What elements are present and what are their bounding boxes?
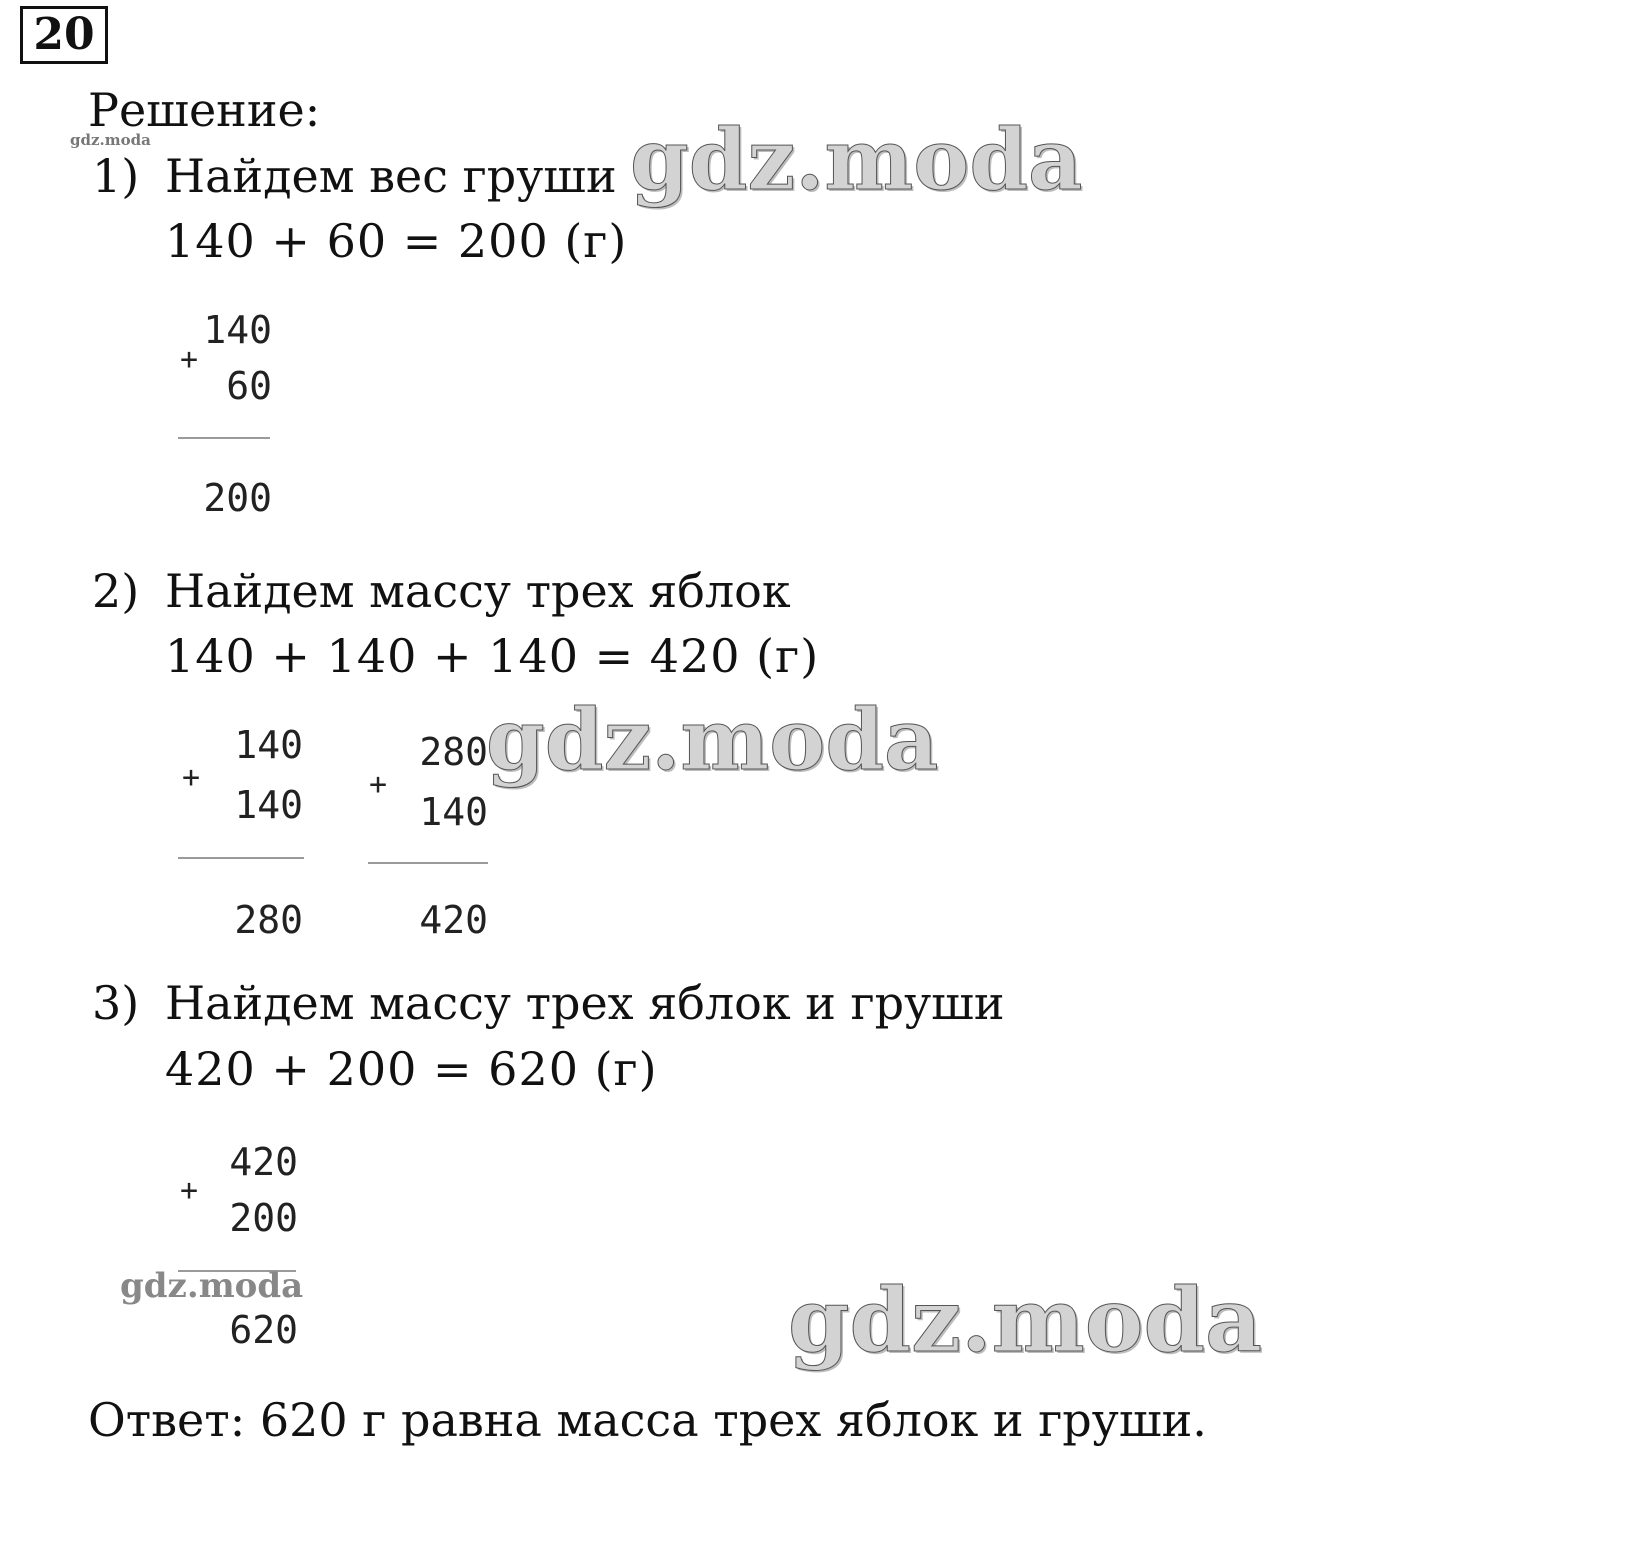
step-3-number: 3) — [92, 976, 140, 1030]
step-2b-col-bottom: 140 — [419, 790, 488, 834]
step-2b-col-rule — [368, 862, 488, 864]
step-1-expression: 140 + 60 = 200 (г) — [165, 214, 628, 268]
watermark-2: gdz.moda — [486, 690, 939, 789]
step-1-col-bottom: 60 — [226, 364, 272, 408]
step-3-col-top: 420 — [229, 1140, 298, 1184]
step-1-col-result: 200 — [203, 476, 272, 520]
step-2-expression: 140 + 140 + 140 = 420 (г) — [165, 629, 820, 683]
watermark-small-top: gdz.moda — [70, 131, 151, 149]
step-2b-col-top: 280 — [419, 730, 488, 774]
step-2a-col-bottom: 140 — [234, 783, 303, 827]
step-2a-col-result: 280 — [234, 898, 303, 942]
watermark-1: gdz.moda — [630, 110, 1083, 209]
solution-heading: Решение: — [88, 83, 321, 137]
step-1-number: 1) — [92, 149, 140, 203]
step-3-col-result: 620 — [229, 1308, 298, 1352]
step-2-number: 2) — [92, 564, 140, 618]
step-2b-col-result: 420 — [419, 898, 488, 942]
step-2a-col-top: 140 — [234, 723, 303, 767]
step-3-col-bottom: 200 — [229, 1196, 298, 1240]
task-number-badge: 20 — [20, 6, 108, 64]
step-2-text: Найдем массу трех яблок — [165, 564, 791, 618]
step-3-text: Найдем массу трех яблок и груши — [165, 976, 1005, 1030]
step-2a-col-plus: + — [182, 760, 201, 795]
step-3-expression: 420 + 200 = 620 (г) — [165, 1042, 658, 1096]
watermark-small-bottom: gdz.moda — [120, 1266, 304, 1306]
step-1-col-top: 140 — [203, 308, 272, 352]
step-3-col-plus: + — [180, 1173, 199, 1208]
step-1-text: Найдем вес груши — [165, 149, 617, 203]
step-1-col-plus: + — [180, 342, 199, 377]
answer-text: Ответ: 620 г равна масса трех яблок и груши. — [88, 1393, 1207, 1447]
watermark-3: gdz.moda — [788, 1268, 1263, 1372]
step-1-col-rule — [178, 437, 270, 439]
step-2a-col-rule — [178, 857, 304, 859]
step-2b-col-plus: + — [369, 767, 388, 802]
